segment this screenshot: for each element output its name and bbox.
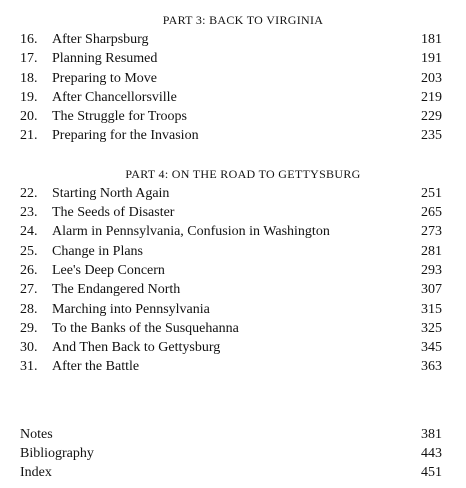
chapter-number: 25. [20,243,38,259]
toc-entry[interactable] [20,88,442,107]
page-number: 251 [421,185,442,201]
toc-entry[interactable] [20,242,442,261]
chapter-number: 22. [20,185,38,201]
chapter-title: Preparing for the Invasion [52,128,199,144]
chapter-title: Planning Resumed [52,51,158,67]
chapter-number: 29. [20,320,38,336]
toc-entry-index[interactable] [20,463,442,482]
back-matter-title: Bibliography [20,446,94,462]
toc-entry[interactable] [20,222,442,241]
toc-entry[interactable] [20,338,442,357]
toc-entry[interactable] [20,49,442,68]
back-matter-title: Notes [20,426,53,442]
page-number: 273 [421,224,442,240]
table-of-contents [20,10,442,483]
chapter-number: 30. [20,340,38,356]
chapter-number: 24. [20,224,38,240]
toc-entry-bibliography[interactable] [20,444,442,463]
page-number: 203 [421,70,442,86]
page-number: 363 [421,359,442,375]
part-3-heading: PART 3: BACK TO VIRGINIA [162,13,324,27]
part-4-entries [20,184,442,377]
chapter-title: Change in Plans [52,243,143,259]
chapter-title: After Chancellorsville [52,89,177,105]
page-number: 443 [421,446,442,462]
toc-entry[interactable] [20,30,442,49]
page-number: 345 [421,340,442,356]
toc-entry[interactable] [20,203,442,222]
back-matter-title: Index [20,465,52,481]
chapter-title: Marching into Pennsylvania [52,301,210,317]
page-number: 307 [421,282,442,298]
toc-entry[interactable] [20,261,442,280]
toc-entry[interactable] [20,69,442,88]
page-number: 293 [421,262,442,278]
page-number: 265 [421,205,442,221]
chapter-number: 28. [20,301,38,317]
chapter-number: 23. [20,205,38,221]
page-number: 325 [421,320,442,336]
part-3-entries [20,30,442,146]
chapter-title: The Endangered North [52,282,181,298]
chapter-title: To the Banks of the Susquehanna [52,320,239,336]
chapter-number: 18. [20,70,38,86]
page-number: 219 [421,89,442,105]
page-number: 181 [421,32,442,47]
toc-entry[interactable] [20,184,442,203]
toc-entry[interactable] [20,126,442,145]
toc-entry[interactable] [20,300,442,319]
section-spacer [20,377,442,425]
chapter-title: Lee's Deep Concern [52,262,165,278]
chapter-number: 26. [20,262,38,278]
chapter-title: Preparing to Move [52,70,157,86]
page-number: 235 [421,128,442,144]
chapter-title: The Seeds of Disaster [52,205,175,221]
back-matter-entries [20,425,442,483]
chapter-title: Alarm in Pennsylvania, Confusion in Washington [52,224,330,240]
toc-entry-notes[interactable] [20,425,442,444]
toc-entry[interactable] [20,319,442,338]
page-number: 191 [421,51,442,67]
chapter-number: 20. [20,109,38,125]
chapter-title: After the Battle [52,359,140,375]
page-number: 451 [421,465,442,481]
page-number: 381 [421,426,442,442]
section-spacer [20,146,442,164]
page-number: 315 [421,301,442,317]
chapter-number: 17. [20,51,38,67]
toc-entry[interactable] [20,357,442,376]
chapter-title: Starting North Again [52,185,170,201]
chapter-number: 21. [20,128,38,144]
toc-entry[interactable] [20,280,442,299]
chapter-number: 16. [20,32,38,47]
chapter-number: 19. [20,89,38,105]
toc-entry[interactable] [20,107,442,126]
page-number: 281 [421,243,442,259]
chapter-title: After Sharpsburg [52,32,149,47]
chapter-title: The Struggle for Troops [52,109,187,125]
chapter-title: And Then Back to Gettysburg [52,340,221,356]
chapter-number: 31. [20,359,38,375]
page-number: 229 [421,109,442,125]
chapter-number: 27. [20,282,38,298]
part-4-heading: PART 4: ON THE ROAD TO GETTYSBURG [125,166,361,181]
